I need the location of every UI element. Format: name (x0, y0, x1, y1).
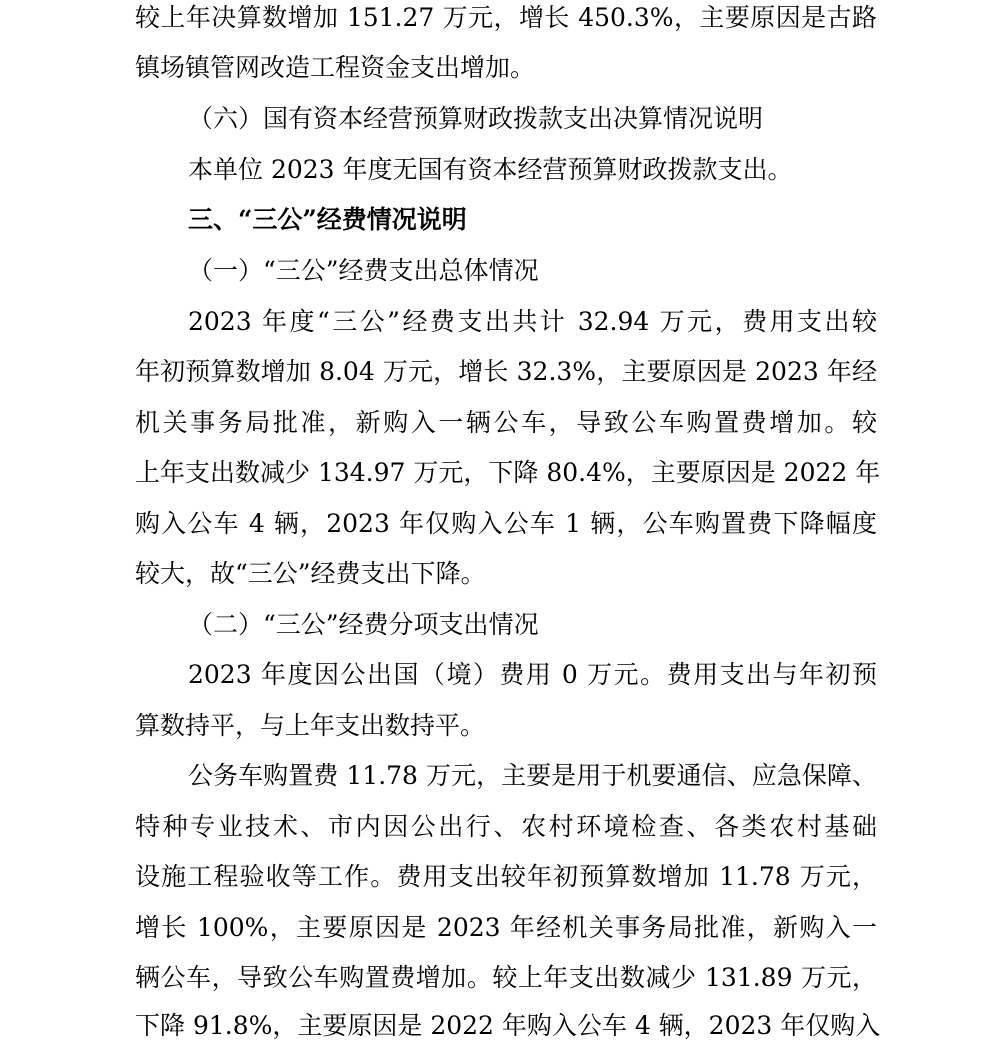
text-line-9: 机关事务局批准，新购入一辆公车，导致公车购置费增加。较 (135, 408, 877, 437)
text-line-8: 年初预算数增加 8.04 万元，增长 32.3%，主要原因是 2023 年经 (135, 357, 877, 386)
text-line-19: 增长 100%，主要原因是 2023 年经机关事务局批准，新购入一 (135, 913, 877, 942)
text-line-11: 购入公车 4 辆，2023 年仅购入公车 1 辆，公车购置费下降幅度 (135, 509, 877, 538)
subsection-heading-2: （二）“三公”经费分项支出情况 (188, 610, 539, 639)
section-heading-three-public: 三、“三公”经费情况说明 (188, 205, 467, 234)
text-line-16: 公务车购置费 11.78 万元，主要是用于机要通信、应急保障、 (188, 761, 877, 790)
text-line-15: 算数持平，与上年支出数持平。 (135, 711, 486, 740)
text-line-18: 设施工程验收等工作。费用支出较年初预算数增加 11.78 万元， (135, 862, 877, 891)
text-line-4: 本单位 2023 年度无国有资本经营预算财政拨款支出。 (188, 155, 793, 184)
text-line-2: 镇场镇管网改造工程资金支出增加。 (135, 53, 536, 82)
text-line-17: 特种专业技术、市内因公出行、农村环境检查、各类农村基础 (135, 812, 877, 841)
text-line-1: 较上年决算数增加 151.27 万元，增长 450.3%，主要原因是古路 (135, 3, 877, 32)
text-line-20: 辆公车，导致公车购置费增加。较上年支出数减少 131.89 万元， (135, 963, 877, 992)
subsection-heading-1: （一）“三公”经费支出总体情况 (188, 256, 539, 285)
text-line-14: 2023 年度因公出国（境）费用 0 万元。费用支出与年初预 (188, 660, 877, 689)
text-line-21: 下降 91.8%，主要原因是 2022 年购入公车 4 辆，2023 年仅购入 (135, 1011, 881, 1040)
text-line-12: 较大，故“三公”经费支出下降。 (135, 559, 486, 588)
text-line-10: 上年支出数减少 134.97 万元，下降 80.4%，主要原因是 2022 年 (135, 458, 881, 487)
text-line-7: 2023 年度“三公”经费支出共计 32.94 万元，费用支出较 (188, 307, 877, 336)
section-heading-6: （六）国有资本经营预算财政拨款支出决算情况说明 (188, 104, 764, 133)
